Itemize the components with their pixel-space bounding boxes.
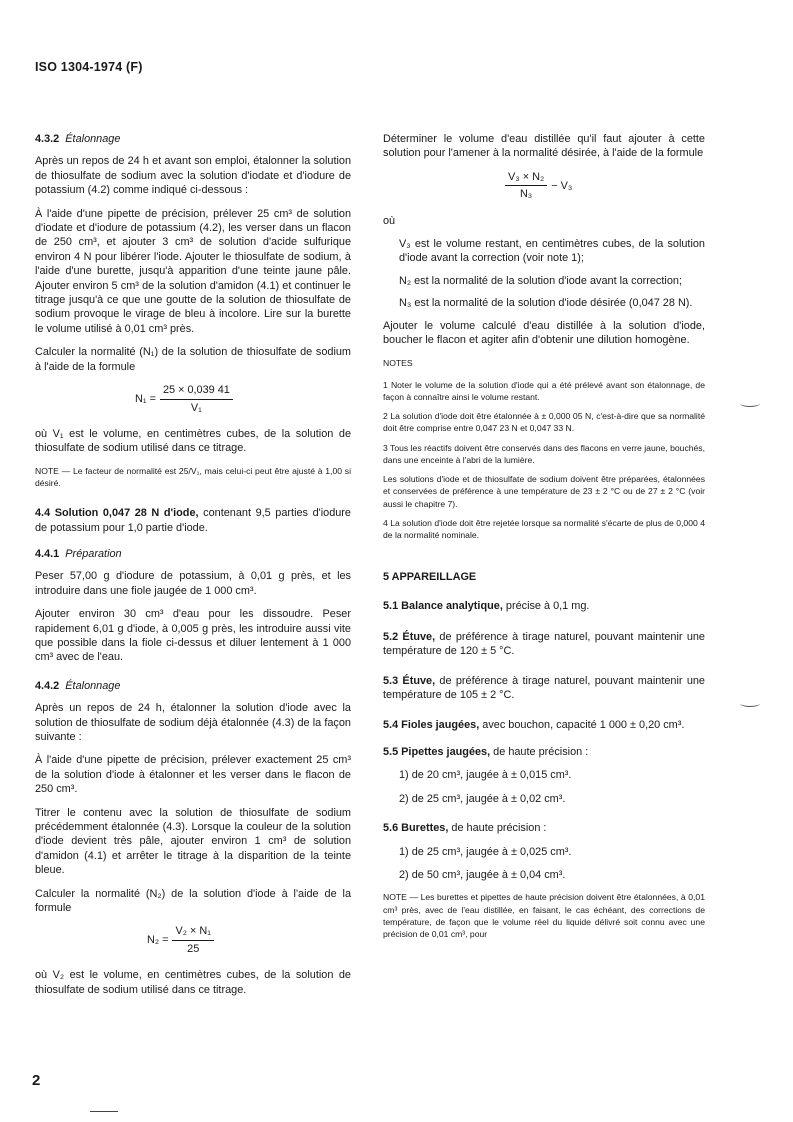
note: 3 Tous les réactifs doivent être conservés dans des flacons en verre jaune, bouchés, dans une enceinte à l'abri de la lumière. [383,442,705,465]
right-column [383,132,705,947]
margin-mark [740,700,760,707]
item-5-2: 5.2 Étuve, de préférence à tirage naturel, pouvant maintenir une température de 120 ± 5 °C. [383,630,705,658]
note: NOTE — Les burettes et pipettes de haute précision doivent être étalonnées, à 0,01 cm³ près, avec de l'eau distillée, en faisant, le cas échéant, des corrections de température, de façon que le volume réel du liquide délivré soit connu avec une précision de 0,01 cm³, pour [383,892,705,939]
formula-water-volume: $\frac{\text{V₃ × N₂}}{\text{N₃}}$ − V₃ [501,170,705,202]
item-5-5: 5.5 Pipettes jaugées, de haute précision : [383,745,589,758]
paragraph: Ajouter le volume calculé d'eau distillée à la solution d'iode, boucher le flacon et agiter afin d'obtenir une dilution homogène. [383,319,705,347]
item-5-4: 5.4 Fioles jaugées, avec bouchon, capacité 1 000 ± 0,20 cm³. [383,718,685,731]
item-5-3: 5.3 Étuve, de préférence à tirage naturel, pouvant maintenir une température de 105 ± 2 °C. [383,674,705,702]
section-4-4: 4.4 Solution 0,047 28 N d'iode, contenant 9,5 parties d'iodure de potassium pour 1,0 partie d'iode. [35,507,351,534]
page-number: 2 [32,1072,41,1089]
item-5-1: 5.1 Balance analytique, précise à 0,1 mg. [383,599,590,612]
section-5-heading: 5 APPAREILLAGE [383,571,477,584]
paragraph: où V₁ est le volume, en centimètres cubes, de la solution de thiosulfate de sodium utilisé dans ce titrage. [35,427,351,455]
paragraph: Déterminer le volume d'eau distillée qu'il faut ajouter à cette solution pour l'amener à la normalité désirée, à l'aide de la formule [383,133,705,160]
note: 4 La solution d'iode doit être rejetée lorsque sa normalité s'écarte de plus de 0,000 4 de la normalité nominale. [383,517,705,540]
paragraph: Calculer la normalité (N₂) de la solution d'iode à l'aide de la formule [35,887,351,915]
item-5-6: 5.6 Burettes, de haute précision : [383,822,547,835]
formula-n2: N₂ = $\frac{\text{V₂ × N₁}}{25}$ [147,924,351,956]
list-item: 2) de 50 cm³, jaugée à ± 0,04 cm³. [399,868,566,881]
paragraph: Ajouter environ 30 cm³ d'eau pour les dissoudre. Peser rapidement 6,01 g d'iode, à 0,005 g près, les introduire aussi vite que possible dans la fiole ci-dessus et diluer lentement à 1 000 cm³ avec de l'eau. [35,608,351,664]
variable-definition: V₃ est le volume restant, en centimètres cubes, de la solution d'iode avant la correction (voir note 1); [399,238,705,265]
paragraph: où [383,214,396,227]
paragraph: Calculer la normalité (N₁) de la solution de thiosulfate de sodium à l'aide de la formule [35,346,351,373]
section-4-4-1-heading: 4.4.1 Préparation [35,547,122,560]
note: 2 La solution d'iode doit être étalonnée à ± 0,000 05 N, c'est-à-dire que sa normalité doit être comprise entre 0,047 23 N et 0,047 33 N. [383,411,705,434]
paragraph: À l'aide d'une pipette de précision, prélever exactement 25 cm³ de la solution d'iode à étalonner et les verser dans le flacon de 250 cm³. [35,754,351,796]
paragraph: Peser 57,00 g d'iodure de potassium, à 0,01 g près, et les introduire dans une fiole jaugée de 1 000 cm³. [35,570,351,597]
formula-n1: N₁ = $\frac{25 \times 0,039 41}{\text{V₁}}$ [135,383,351,415]
paragraph: Titrer le contenu avec la solution de thiosulfate de sodium précédemment étalonnée (4.3). Lorsque la couleur de la solution d'iode devient très pâle, ajouter environ 1 cm³ de solution d'amidon (4.1) et arrêter le titrage à la disparition de la teinte bleue. [35,806,351,877]
list-item: 1) de 20 cm³, jaugée à ± 0,015 cm³. [399,769,572,782]
note: Les solutions d'iode et de thiosulfate de sodium doivent être préparées, étalonnées et conservées de préférence à une température de 23 ± 2 °C ou de 27 ± 2 °C (voir aussi le chapitre 7). [383,474,705,509]
page-header: ISO 1304-1974 (F) [35,60,143,74]
variable-definition: N₃ est la normalité de la solution d'iode désirée (0,047 28 N). [399,297,693,310]
notes-heading: NOTES [383,358,413,369]
variable-definition: N₂ est la normalité de la solution d'iode avant la correction; [399,274,682,287]
section-4-4-2-heading: 4.4.2 Étalonnage [35,679,121,692]
left-column [35,132,351,1006]
section-4-3-2-heading: 4.3.2 Étalonnage [35,133,121,145]
footer-mark [90,1111,118,1112]
margin-mark [740,400,760,407]
note: NOTE — Le facteur de normalité est 25/V₁, mais celui-ci peut être ajusté à 1,00 si désiré. [35,465,351,488]
paragraph: Après un repos de 24 h et avant son emploi, étalonner la solution de thiosulfate de sodium avec la solution d'iodate et d'iodure de potassium (4.2) comme indiqué ci-dessous : [35,155,351,197]
list-item: 1) de 25 cm³, jaugée à ± 0,025 cm³. [399,845,572,858]
note: 1 Noter le volume de la solution d'iode qui a été prélevé avant son étalonnage, de façon à connaître ainsi le volume restant. [383,379,705,403]
paragraph: où V₂ est le volume, en centimètres cubes, de la solution de thiosulfate de sodium utilisé dans ce titrage. [35,969,351,996]
paragraph: Après un repos de 24 h, étalonner la solution d'iode avec la solution de thiosulfate de sodium déjà étalonnée (4.3) de la façon suivante : [35,702,351,743]
paragraph: À l'aide d'une pipette de précision, prélever 25 cm³ de solution d'iodate et d'iodure de potassium (4.2), les verser dans un flacon de 250 cm³, et ajouter 3 cm³ de solution d'acide sulfurique environ 4 N pour libérer l'iode. Ajouter le thiosulfate de sodium, à l'aide d'une burette, jusqu'à apparition d'une teinte jaune pâle. Ajouter environ 5 cm³ de la solution d'amidon (4.1) et continuer le titrage jusqu'à ce que une goutte de la solution de thiosulfate de sodium provoque le virage de bleu à incolore. Lire sur la burette le volume utilisé à 0,01 cm³ près. [35,207,351,335]
list-item: 2) de 25 cm³, jaugée à ± 0,02 cm³. [399,792,566,805]
